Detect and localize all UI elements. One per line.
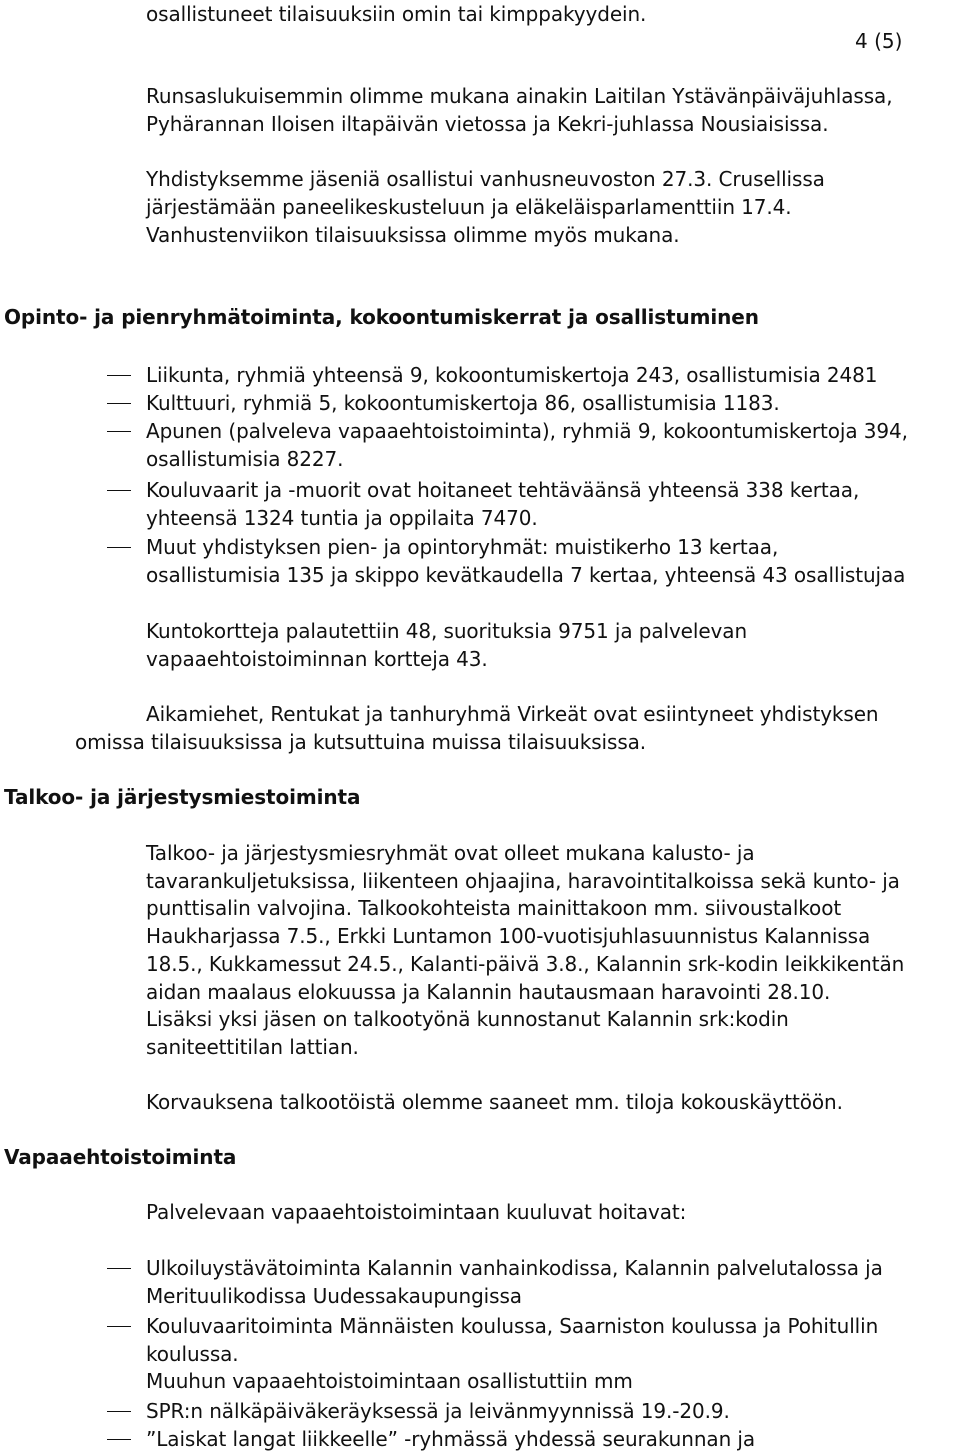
list-item: Muut yhdistyksen pien- ja opintoryhmät: muistikerho 13 kertaa, bbox=[146, 535, 779, 559]
list-item-cont: osallistumisia 8227. bbox=[146, 447, 344, 471]
list-bullet-dash bbox=[107, 547, 131, 548]
text-line: osallistuneet tilaisuuksiin omin tai kimppakyydein. bbox=[146, 2, 647, 26]
section-heading-talkoo: Talkoo- ja järjestysmiestoiminta bbox=[4, 785, 361, 809]
text-line: Muuhun vapaaehtoistoimintaan osallistuttiin mm bbox=[146, 1369, 633, 1393]
text-line: aidan maalaus elokuussa ja Kalannin hautausmaan haravointi 28.10. bbox=[146, 980, 831, 1004]
list-item: Kouluvaaritoiminta Männäisten koulussa, Saarniston koulussa ja Pohitullin bbox=[146, 1314, 879, 1338]
text-line: Yhdistyksemme jäseniä osallistui vanhusneuvoston 27.3. Crusellissa bbox=[146, 167, 825, 191]
list-item: SPR:n nälkäpäiväkeräyksessä ja leivänmyynnissä 19.-20.9. bbox=[146, 1399, 730, 1423]
list-bullet-dash bbox=[107, 1326, 131, 1327]
text-line: Haukharjassa 7.5., Erkki Luntamon 100-vuotisjuhlasuunnistus Kalannissa bbox=[146, 924, 871, 948]
list-bullet-dash bbox=[107, 1411, 131, 1412]
list-bullet-dash bbox=[107, 375, 131, 376]
text-line: Palvelevaan vapaaehtoistoimintaan kuuluvat hoitavat: bbox=[146, 1200, 687, 1224]
text-line: punttisalin valvojina. Talkookohteista mainittakoon mm. siivoustalkoot bbox=[146, 896, 842, 920]
list-item: Apunen (palveleva vapaaehtoistoiminta), ryhmiä 9, kokoontumiskertoja 394, bbox=[146, 419, 908, 443]
list-item: Kouluvaarit ja -muorit ovat hoitaneet tehtäväänsä yhteensä 338 kertaa, bbox=[146, 478, 860, 502]
text-line: saniteettitilan lattian. bbox=[146, 1035, 359, 1059]
text-line: Pyhärannan Iloisen iltapäivän vietossa ja Kekri-juhlassa Nousiaisissa. bbox=[146, 112, 829, 136]
list-bullet-dash bbox=[107, 1439, 131, 1440]
text-line: Aikamiehet, Rentukat ja tanhuryhmä Virkeät ovat esiintyneet yhdistyksen bbox=[146, 702, 879, 726]
section-heading-opinto: Opinto- ja pienryhmätoiminta, kokoontumiskerrat ja osallistuminen bbox=[4, 305, 759, 329]
text-line: järjestämään paneelikeskusteluun ja eläkeläisparlamenttiin 17.4. bbox=[146, 195, 792, 219]
text-line: Korvauksena talkootöistä olemme saaneet mm. tiloja kokouskäyttöön. bbox=[146, 1090, 843, 1114]
list-bullet-dash bbox=[107, 1268, 131, 1269]
list-item-cont: Merituulikodissa Uudessakaupungissa bbox=[146, 1284, 522, 1308]
text-line: vapaaehtoistoiminnan kortteja 43. bbox=[146, 647, 488, 671]
text-line: Runsaslukuisemmin olimme mukana ainakin Laitilan Ystävänpäiväjuhlassa, bbox=[146, 84, 893, 108]
text-line: Kuntokortteja palautettiin 48, suorituksia 9751 ja palvelevan bbox=[146, 619, 748, 643]
list-item-cont: yhteensä 1324 tuntia ja oppilaita 7470. bbox=[146, 506, 538, 530]
list-bullet-dash bbox=[107, 431, 131, 432]
text-line: Lisäksi yksi jäsen on talkootyönä kunnostanut Kalannin srk:kodin bbox=[146, 1007, 789, 1031]
text-line: omissa tilaisuuksissa ja kutsuttuina muissa tilaisuuksissa. bbox=[75, 730, 647, 754]
list-bullet-dash bbox=[107, 490, 131, 491]
page-number: 4 (5) bbox=[855, 29, 903, 53]
list-item-cont: osallistumisia 135 ja skippo kevätkaudella 7 kertaa, yhteensä 43 osallistujaa bbox=[146, 563, 906, 587]
list-bullet-dash bbox=[107, 403, 131, 404]
list-item: Kulttuuri, ryhmiä 5, kokoontumiskertoja 86, osallistumisia 1183. bbox=[146, 391, 780, 415]
list-item: ”Laiskat langat liikkeelle” -ryhmässä yhdessä seurakunnan ja bbox=[146, 1427, 756, 1451]
text-line: Vanhustenviikon tilaisuuksissa olimme myös mukana. bbox=[146, 223, 680, 247]
text-line: 18.5., Kukkamessut 24.5., Kalanti-päivä 3.8., Kalannin srk-kodin leikkikentän bbox=[146, 952, 905, 976]
text-line: Talkoo- ja järjestysmiesryhmät ovat olleet mukana kalusto- ja bbox=[146, 841, 755, 865]
list-item: Liikunta, ryhmiä yhteensä 9, kokoontumiskertoja 243, osallistumisia 2481 bbox=[146, 363, 878, 387]
list-item-cont: koulussa. bbox=[146, 1342, 239, 1366]
text-line: tavarankuljetuksissa, liikenteen ohjaajina, haravointitalkoissa sekä kunto- ja bbox=[146, 869, 900, 893]
list-item: Ulkoiluystävätoiminta Kalannin vanhainkodissa, Kalannin palvelutalossa ja bbox=[146, 1256, 883, 1280]
section-heading-vapaa: Vapaaehtoistoiminta bbox=[4, 1145, 237, 1169]
